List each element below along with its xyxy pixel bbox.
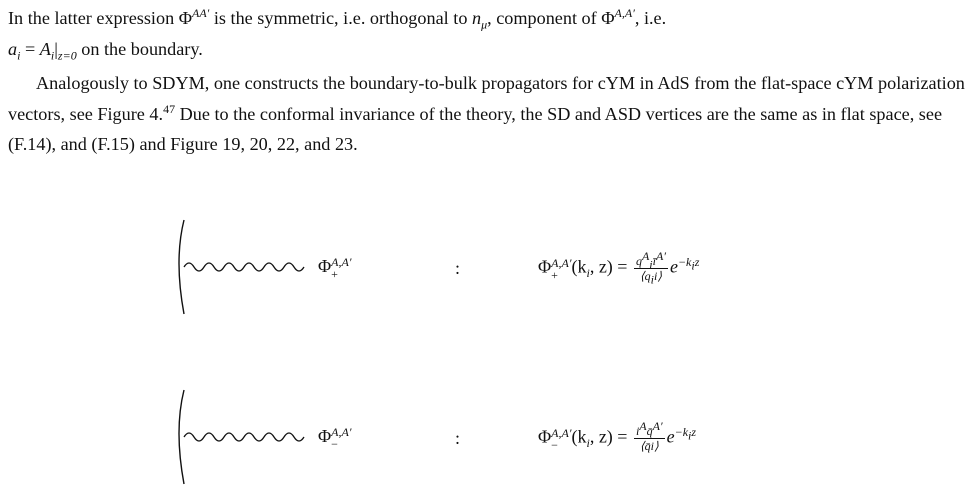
field-label-minus: Φ A,A′ −: [318, 425, 352, 451]
propagator-minus-row: [0, 382, 976, 492]
footnote-mark[interactable]: 47: [163, 101, 176, 116]
wavy-propagator-minus-icon: [170, 382, 320, 492]
paragraph-2-text: Analogously to SDYM, one constructs the boundary-to-bulk propagators for cYM in AdS from the flat-space cYM polarization vectors, see Figure 4.47 Due to the conformal invariance of the theory, the SD and ASD vertices are the same as in flat space, see (F.14), and (F.15) and Figure 19, 20, 22, and 23.: [8, 73, 965, 154]
separator-colon-minus: :: [455, 428, 461, 448]
formula-plus: Φ A,A′ + ($k_i$, z) = $\frac{q^A_iī^{A'}}{⟨q_ii⟩}$ $e^{-k_iz}$: [538, 249, 700, 287]
wavy-propagator-plus-icon: [170, 212, 320, 322]
paragraph-1-line-1: In the latter expression $\Phi^{AA'}$ is the symmetric, i.e. orthogonal to $n_\mu$, component of $\Phi^{A,A'}$, i.e.: [8, 5, 667, 32]
paragraph-1-line-2: $a_i = A_i|_{z=0}$ on the boundary.: [8, 38, 203, 63]
separator-colon-plus: :: [455, 258, 461, 278]
paragraph-2: [8, 68, 966, 160]
fraction-plus: $\frac{q^A_iī^{A'}}{⟨q_ii⟩}$: [635, 249, 666, 287]
propagator-plus-row: [0, 212, 976, 322]
fraction-minus: $\frac{i^Aq̄^{A'}}{⟨q̄i⟩}$: [635, 419, 663, 453]
field-label-plus: Φ A,A′ +: [318, 255, 352, 281]
formula-minus: Φ A,A′ − ($k_i$, z) = $\frac{i^Aq̄^{A'}}{⟨q̄i⟩}$ $e^{-k_iz}$: [538, 419, 697, 453]
paragraph-1: [8, 3, 966, 64]
